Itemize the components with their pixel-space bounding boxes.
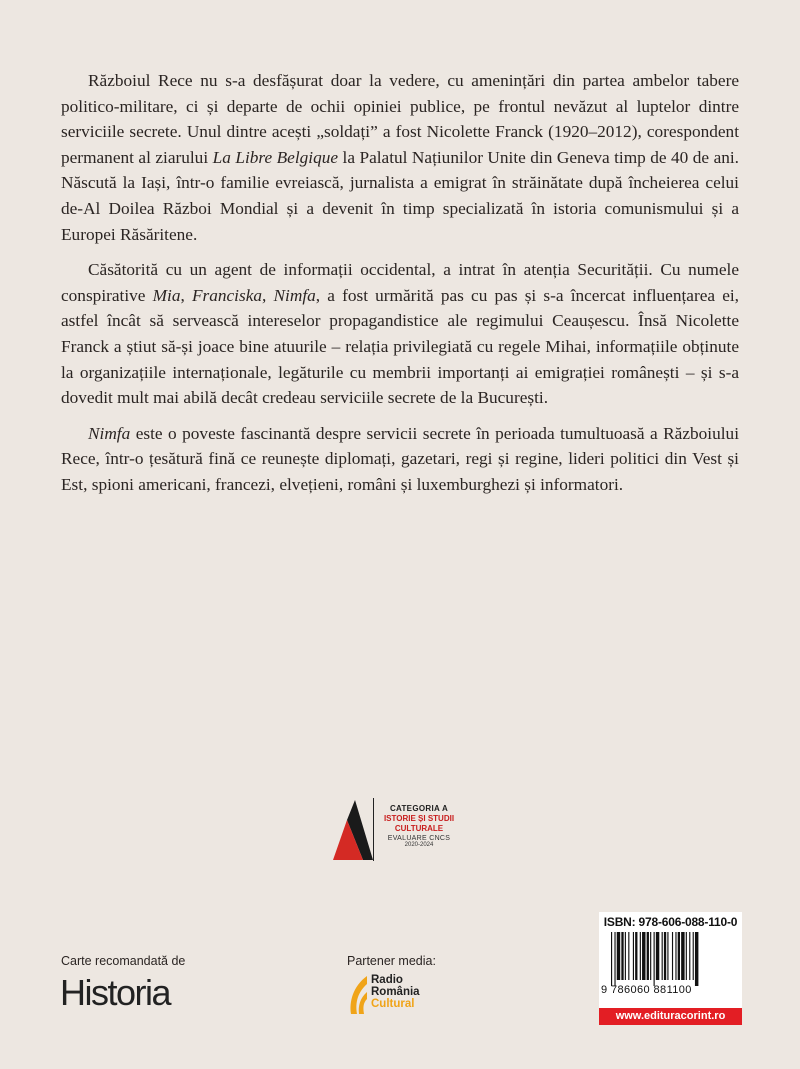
barcode-digits: 9 786060 881100 [601,984,692,996]
cncs-label-box [373,798,464,861]
codename-nimfa: Nimfa [273,285,316,305]
cncs-category: CATEGORIA A [389,804,449,813]
book-title: Nimfa [88,423,131,443]
blurb-text: este o poveste fascinantă despre servicii secrete în perioada tumultuoasă a Războiului Rece, într-o țesătură fină ce reunește diplomați, gazetari, regi și regine, lideri politici din Vest și Est, spioni americani, francezi, elvețieni, români și luxemburghezi și informatori. [61,423,739,494]
publisher-website: www.edituracorint.ro [599,1008,742,1025]
radio-romania-cultural-logo [347,972,467,1018]
cncs-badge [333,798,493,864]
back-cover-blurb [61,68,739,508]
radio-brand-text [371,974,420,1010]
cncs-period: 2020-2024 [404,842,434,848]
cultural-word: Cultural [371,998,415,1010]
codename-franciska: Franciska [191,285,263,305]
romania-word: România [371,986,420,998]
cncs-field-line2: CULTURALE [394,824,444,833]
radio-wave-icon [347,972,369,1016]
cncs-field-line1: ISTORIE ȘI STUDII [383,814,455,823]
radio-word: Radio [371,974,403,986]
isbn-barcode-block [599,912,742,1025]
blurb-text: Căsătorită cu un agent de informații occidental, a intrat în atenția Securității. Cu numele conspirative [61,260,739,305]
separator: , [180,285,192,305]
blurb-paragraph-1 [61,68,739,247]
blurb-text: la Palatul Națiunilor Unite din Geneva timp de 40 de ani. Născută la Iași, într-o familie evreiască, jurnalista a emigrat în străinătate după încheierea celui de-Al Doilea Război Mondial și a devenit în timp specializată în istoria comunismului și a Europei Răsăritene. [61,147,740,244]
blurb-paragraph-2 [61,257,739,411]
cncs-logo-icon [333,798,373,864]
historia-logo: Historia [60,972,171,1013]
media-partner-label: Partener media: [347,954,436,968]
newspaper-title: La Libre Belgique [212,147,339,167]
blurb-text: , a fost urmărită pas cu pas și s-a încercat influențarea ei, astfel încât să servească intereselor propagandistice ale regimului Ceaușescu. Însă Nicolette Franck a știut să-și joace bine atuurile – relația privilegiată cu regele Mihai, informațiile obținute la organizațiile internaționale, legăturile cu membrii importanți ai emigrației românești – și s-a dovedit mult mai abilă decât credeau serviciile secrete de la București. [61,285,740,408]
recommended-by-label: Carte recomandată de [61,954,186,968]
separator: , [262,285,274,305]
blurb-paragraph-3 [61,421,739,498]
cncs-evaluation: EVALUARE CNCS [387,835,451,842]
blurb-text: Războiul Rece nu s-a desfășurat doar la vedere, cu amenințări din partea ambelor tabere politico-militare, ci și departe de ochii opiniei publice, pe frontul nevăzut al luptelor dintre serviciile secrete. Unul dintre acești „soldați” a fost Nicolette Franck (1920–2012), corespondent permanent al ziarului [61,71,739,167]
isbn-number: ISBN: 978-606-088-110-0 [603,915,738,929]
codename-mia: Mia [152,285,181,305]
barcode-icon [603,932,739,986]
